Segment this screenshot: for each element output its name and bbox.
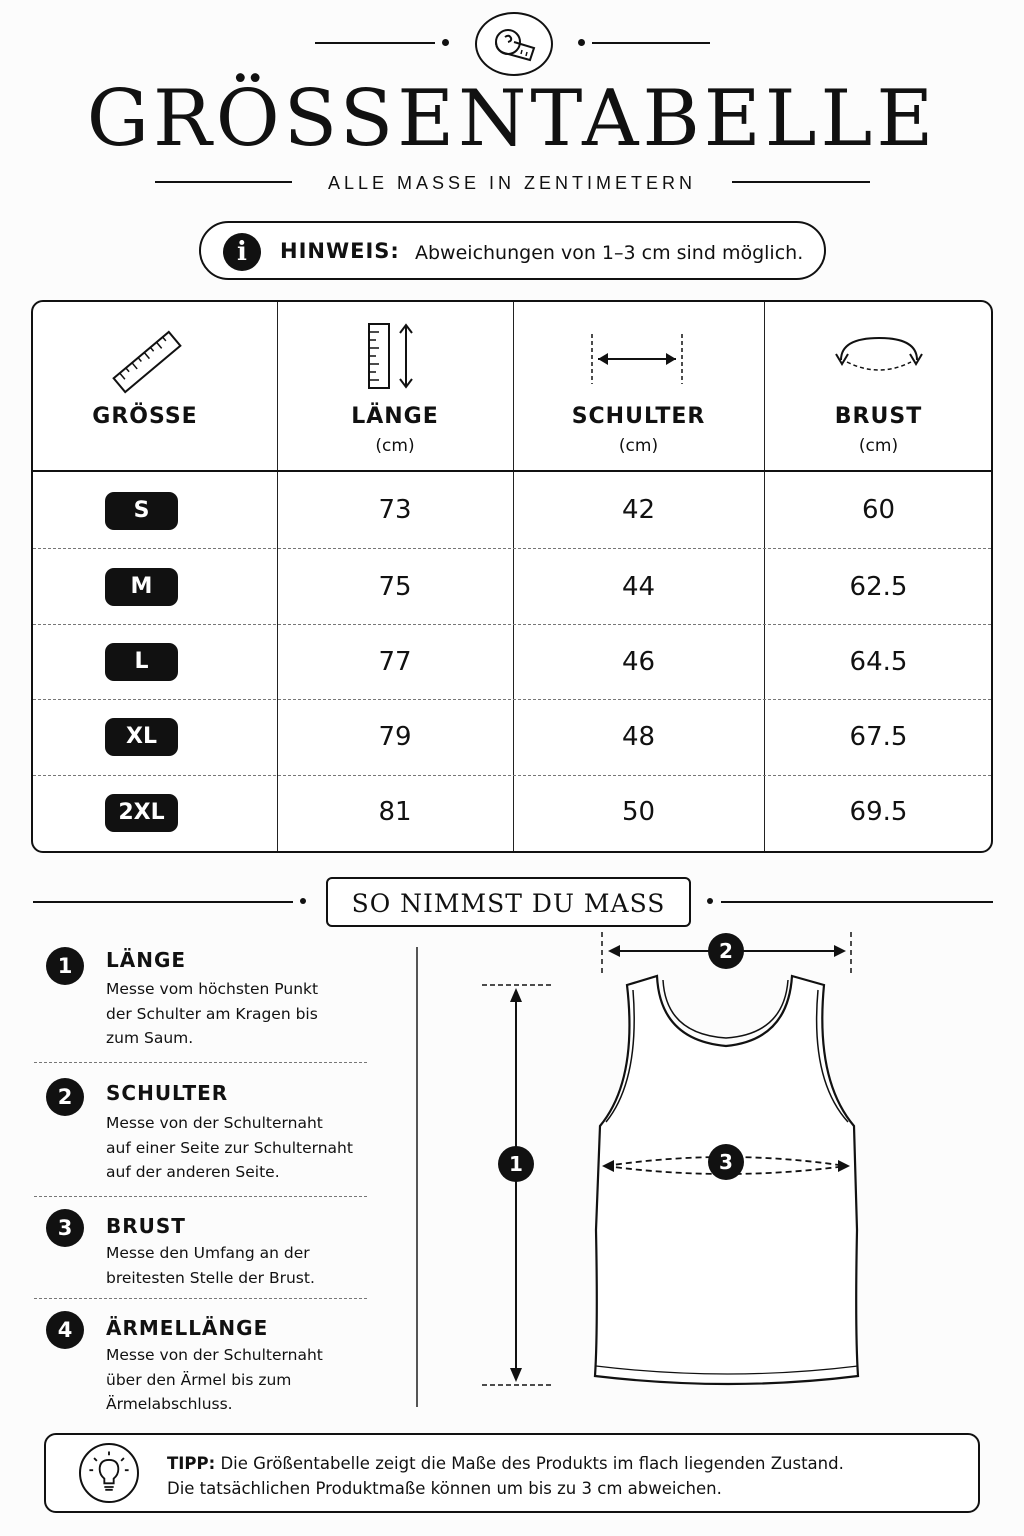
column-header-groesse: GRÖSSE — [92, 404, 198, 429]
table-header-divider — [33, 470, 991, 472]
diagram-marker-1: 1 — [498, 1146, 534, 1182]
diagram-marker-3: 3 — [708, 1144, 744, 1180]
header-dot-right — [578, 39, 585, 46]
size-badge: S — [105, 492, 178, 530]
step-number: 1 — [46, 947, 84, 985]
cell-brust: 64.5 — [849, 647, 908, 677]
tip-line-2: Die tatsächlichen Produktmaße können um bis zu 3 cm abweichen. — [167, 1479, 722, 1498]
vertical-ruler-icon — [366, 322, 420, 392]
cell-laenge: 75 — [378, 572, 412, 602]
row-divider — [33, 699, 991, 700]
step-description-line: auf einer Seite zur Schulternaht — [106, 1138, 353, 1157]
section-dot-right — [707, 898, 713, 904]
tip-box — [44, 1433, 980, 1513]
step-description-line: Messe den Umfang an der — [106, 1244, 310, 1262]
page-title: GRÖSSENTABELLE — [86, 74, 938, 164]
step-description — [106, 1111, 386, 1185]
size-badge: L — [105, 643, 178, 681]
step-description-line: Ärmelabschluss. — [106, 1395, 233, 1413]
column-unit-brust: (cm) — [858, 436, 899, 456]
step-number: 2 — [46, 1078, 84, 1116]
cell-laenge: 73 — [378, 495, 412, 525]
step-description-line: breitesten Stelle der Brust. — [106, 1268, 315, 1287]
row-divider — [33, 548, 991, 549]
step-divider — [34, 1062, 367, 1063]
step-description-line: Messe von der Schulternaht — [106, 1114, 323, 1132]
hint-label: HINWEIS: — [280, 239, 400, 263]
cell-laenge: 81 — [378, 797, 412, 827]
step-title: LÄNGE — [106, 948, 187, 972]
size-table — [31, 300, 993, 853]
section-title-box — [326, 877, 691, 927]
step-divider — [34, 1196, 367, 1197]
step-description-line: Messe vom höchsten Punkt — [106, 980, 319, 998]
column-header-schulter: SCHULTER — [571, 404, 706, 429]
hint-text: Abweichungen von 1–3 cm sind möglich. — [415, 242, 804, 264]
measuring-tape-icon — [475, 12, 553, 76]
step-description — [106, 977, 366, 1051]
row-divider — [33, 775, 991, 776]
cell-schulter: 44 — [621, 572, 656, 602]
size-badge: XL — [105, 718, 178, 756]
cell-brust: 62.5 — [849, 572, 908, 602]
steps-diagram-divider — [416, 947, 418, 1407]
cell-schulter: 48 — [621, 722, 656, 752]
cell-brust: 69.5 — [849, 797, 908, 827]
tip-line-1 — [167, 1454, 844, 1473]
tip-text-1: Die Größentabelle zeigt die Maße des Produkts im flach liegenden Zustand. — [220, 1454, 844, 1473]
step-number: 3 — [46, 1209, 84, 1247]
tip-label: TIPP: — [167, 1454, 216, 1473]
row-divider — [33, 624, 991, 625]
column-header-laenge: LÄNGE — [351, 404, 439, 429]
step-description-line: der Schulter am Kragen bis — [106, 1004, 318, 1023]
section-rule-right — [721, 901, 993, 903]
diagram-marker-2: 2 — [708, 933, 744, 969]
column-unit-laenge: (cm) — [375, 436, 415, 456]
section-rule-left — [33, 901, 293, 903]
section-dot-left — [300, 898, 306, 904]
cell-schulter: 50 — [621, 797, 656, 827]
step-title: SCHULTER — [106, 1081, 229, 1105]
cell-schulter: 42 — [621, 495, 656, 525]
step-description-line: Messe von der Schulternaht — [106, 1346, 323, 1364]
step-title: ÄRMELLÄNGE — [106, 1316, 269, 1340]
page-subtitle: ALLE MASSE IN ZENTIMETERN — [327, 173, 697, 193]
step-description — [106, 1343, 366, 1417]
column-header-brust: BRUST — [834, 404, 923, 429]
cell-schulter: 46 — [621, 647, 656, 677]
size-badge: M — [105, 568, 178, 606]
horizontal-arrow-icon — [588, 332, 686, 386]
column-unit-schulter: (cm) — [618, 436, 659, 456]
cell-brust: 60 — [861, 495, 896, 525]
info-icon: i — [223, 233, 261, 271]
size-badge: 2XL — [105, 794, 178, 832]
step-divider — [34, 1298, 367, 1299]
step-description-line: über den Ärmel bis zum — [106, 1370, 292, 1389]
step-description-line: auf der anderen Seite. — [106, 1163, 280, 1181]
header-rule-right — [592, 42, 710, 44]
step-title: BRUST — [106, 1214, 186, 1238]
step-number: 4 — [46, 1311, 84, 1349]
section-title: SO NIMMST DU MASS — [351, 889, 666, 918]
lightbulb-icon — [79, 1443, 139, 1503]
header-dot-left — [442, 39, 449, 46]
circumference-icon — [833, 332, 925, 378]
subtitle-rule-right — [732, 181, 870, 183]
cell-laenge: 79 — [378, 722, 412, 752]
hint-box — [199, 221, 826, 280]
step-description-line: zum Saum. — [106, 1029, 194, 1047]
subtitle-rule-left — [155, 181, 292, 183]
header-rule-left — [315, 42, 435, 44]
ruler-icon — [109, 327, 185, 397]
cell-brust: 67.5 — [849, 722, 908, 752]
cell-laenge: 77 — [378, 647, 412, 677]
step-description — [106, 1241, 366, 1290]
